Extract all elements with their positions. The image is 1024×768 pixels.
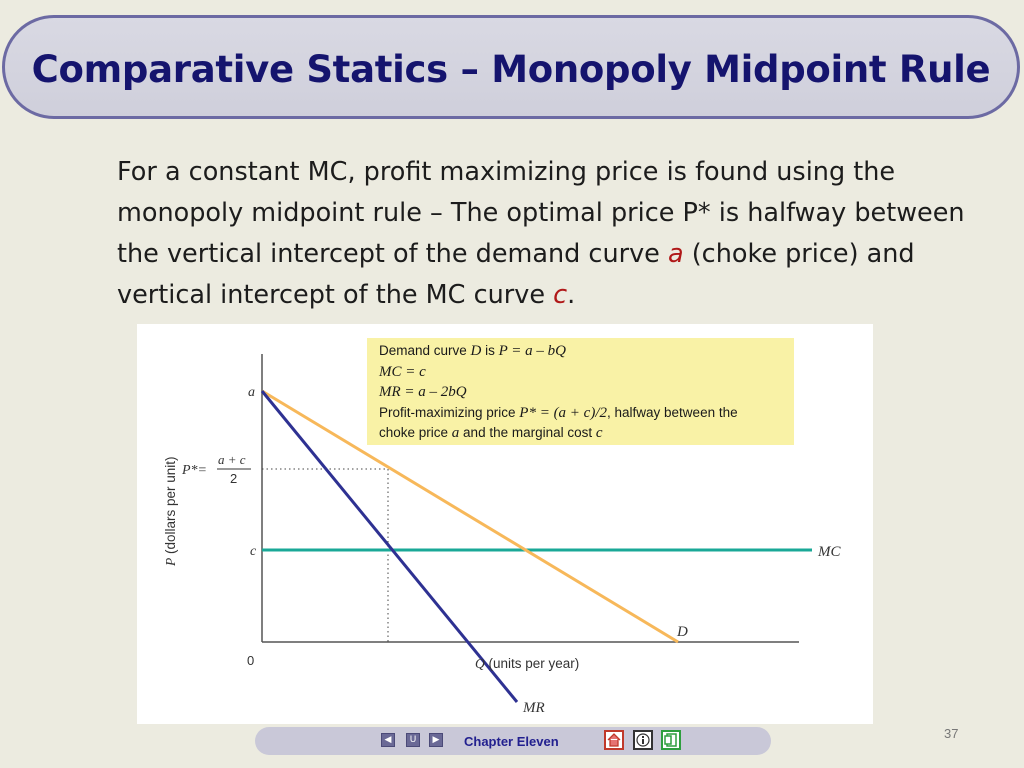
slide-title: Comparative Statics – Monopoly Midpoint Rule xyxy=(31,48,991,91)
label-origin: 0 xyxy=(247,653,255,668)
body-text-part2: (choke price) and vertical intercept of the MC curve xyxy=(117,239,915,310)
label-a: a xyxy=(248,385,255,400)
next-slide-button[interactable] xyxy=(429,733,443,747)
info-text: Profit-maximizing price xyxy=(379,404,520,420)
y-axis-title-rest: (dollars per unit) xyxy=(163,456,178,558)
x-axis-title-q: Q xyxy=(475,656,485,671)
left-arrow-icon: ◀ xyxy=(384,735,392,745)
info-math: P* = (a + c)/2 xyxy=(519,404,608,421)
label-d: D xyxy=(677,624,688,640)
info-line-mc: MC = c xyxy=(379,363,426,380)
info-box xyxy=(367,338,794,445)
home-icon xyxy=(606,732,622,748)
body-text-part1: For a constant MC, profit maximizing price is found using the monopoly midpoint rule – The optimal price P* is halfway between the vertical intercept of the demand curve xyxy=(117,157,965,269)
label-pstar: P*= xyxy=(182,463,207,478)
info-math: a xyxy=(451,425,460,441)
label-mr: MR xyxy=(523,700,545,716)
label-pstar-denominator: 2 xyxy=(230,471,238,486)
info-text: Demand curve xyxy=(379,343,471,358)
page-number: 37 xyxy=(944,726,959,741)
body-text-part3: . xyxy=(567,280,576,310)
info-button[interactable] xyxy=(633,730,653,750)
info-line-demand xyxy=(379,341,782,362)
info-line-choke xyxy=(379,423,782,444)
y-axis-title-p: P xyxy=(163,557,178,566)
footer-nav-bar xyxy=(255,727,771,755)
label-c: c xyxy=(250,544,257,559)
title-banner xyxy=(2,15,1020,119)
label-mc: MC xyxy=(818,544,841,560)
info-line-mr: MR = a – 2bQ xyxy=(379,384,467,400)
info-text: choke price xyxy=(379,425,452,440)
up-button[interactable] xyxy=(406,733,420,747)
info-text: , halfway between the xyxy=(607,404,738,420)
body-var-a: a xyxy=(667,239,684,269)
home-button[interactable] xyxy=(604,730,624,750)
info-text: is xyxy=(481,343,499,358)
y-axis-title xyxy=(163,456,178,567)
document-icon xyxy=(663,732,679,748)
info-line-pstar xyxy=(379,403,782,424)
x-axis-title-rest: (units per year) xyxy=(484,656,580,671)
info-math: c xyxy=(595,425,603,441)
prev-slide-button[interactable] xyxy=(381,733,395,747)
chapter-label[interactable]: Chapter Eleven xyxy=(464,734,559,749)
info-math: P = a – bQ xyxy=(498,343,567,359)
x-axis-title xyxy=(475,656,579,671)
info-math: D xyxy=(470,343,482,359)
up-icon: U xyxy=(409,735,417,745)
monopoly-graph xyxy=(137,324,873,724)
right-arrow-icon: ▶ xyxy=(432,735,440,745)
info-icon xyxy=(635,732,651,748)
info-text: and the marginal cost xyxy=(459,425,596,440)
body-paragraph xyxy=(117,152,977,316)
document-button[interactable] xyxy=(661,730,681,750)
label-pstar-numerator: a + c xyxy=(218,452,246,467)
body-var-c: c xyxy=(553,280,568,310)
